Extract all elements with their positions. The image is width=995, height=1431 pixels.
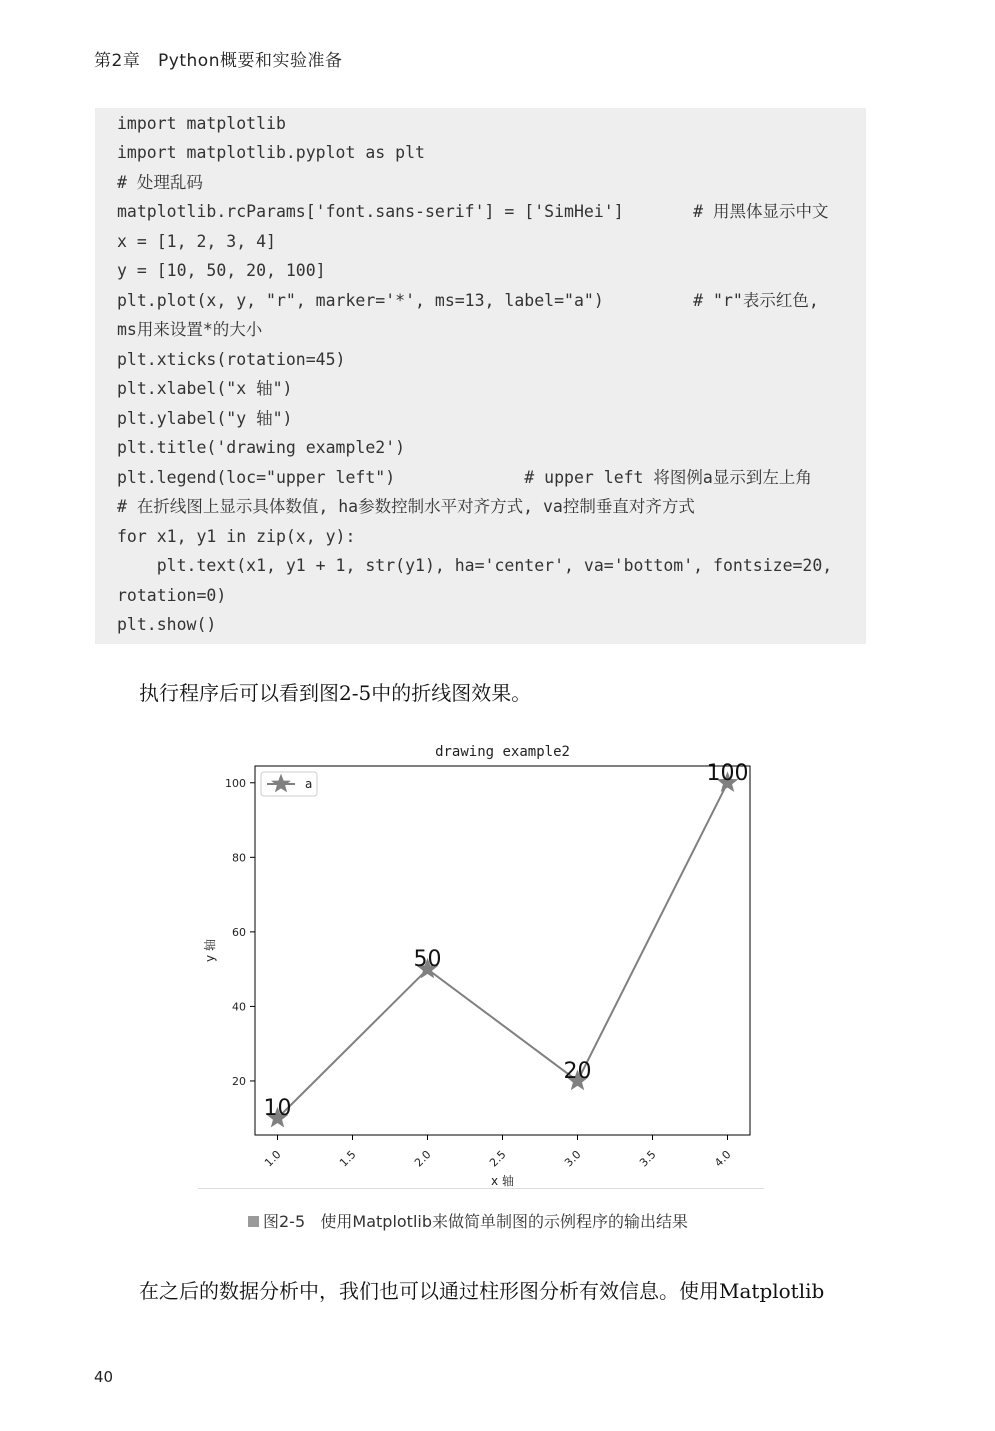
line-chart-figure (198, 736, 764, 1191)
figure-number: 图2-5 (263, 1212, 306, 1231)
chapter-title: Python概要和实验准备 (158, 51, 343, 71)
code-line: # 在折线图上显示具体数值, ha参数控制水平对齐方式, va控制垂直对齐方式 (117, 497, 695, 516)
code-line: plt.legend(loc="upper left") # upper left 将图例a显示到左上角 (117, 468, 812, 487)
code-line: # 处理乱码 (117, 173, 203, 192)
figure-caption (248, 1209, 688, 1232)
x-tick-label: 3.5 (637, 1147, 659, 1170)
code-line: plt.ylabel("y 轴") (117, 409, 293, 428)
plot-area-frame (255, 766, 750, 1135)
chapter-label: 第2章 (94, 51, 141, 71)
y-tick-label: 100 (225, 776, 246, 790)
code-line: for x1, y1 in zip(x, y): (117, 527, 356, 546)
data-label: 10 (263, 1096, 292, 1122)
code-line: x = [1, 2, 3, 4] (117, 232, 276, 251)
x-axis-label: x 轴 (491, 1174, 514, 1188)
caption-divider (198, 1188, 764, 1189)
y-tick-label: 80 (232, 851, 246, 865)
code-line: plt.text(x1, y1 + 1, str(y1), ha='center', va='bottom', fontsize=20, (117, 556, 833, 575)
x-tick-label: 4.0 (712, 1147, 734, 1170)
code-line: plt.show() (117, 615, 217, 634)
x-tick-label: 3.0 (562, 1147, 584, 1170)
code-line: rotation=0) (117, 586, 227, 605)
body-paragraph: 执行程序后可以看到图2-5中的折线图效果。 (139, 681, 532, 705)
line-chart (198, 736, 764, 1191)
y-tick-label: 20 (232, 1074, 246, 1088)
series-line-a (278, 783, 728, 1118)
x-tick-label: 2.0 (412, 1147, 434, 1170)
code-line: ms用来设置*的大小 (117, 320, 263, 339)
page-number: 40 (94, 1368, 114, 1386)
code-line: matplotlib.rcParams['font.sans-serif'] = ['SimHei'] # 用黑体显示中文 (117, 202, 829, 221)
running-header (94, 46, 342, 71)
code-block (95, 108, 866, 644)
code-line: import matplotlib.pyplot as plt (117, 143, 425, 162)
x-tick-label: 1.5 (337, 1147, 359, 1170)
data-label: 50 (413, 947, 442, 973)
body-paragraph: 在之后的数据分析中，我们也可以通过柱形图分析有效信息。使用Matplotlib (139, 1279, 825, 1303)
caption-square-icon (248, 1216, 259, 1227)
data-label: 20 (563, 1058, 592, 1084)
code-line: plt.plot(x, y, "r", marker='*', ms=13, label="a") # "r"表示红色, (117, 291, 819, 310)
y-tick-label: 60 (232, 925, 246, 939)
y-tick-label: 40 (232, 1000, 246, 1014)
code-line: y = [10, 50, 20, 100] (117, 261, 326, 280)
y-axis-label: y 轴 (203, 939, 217, 962)
figure-caption-text: 使用Matplotlib来做简单制图的示例程序的输出结果 (320, 1212, 689, 1231)
x-tick-label: 1.0 (262, 1147, 284, 1170)
code-line: plt.title('drawing example2') (117, 438, 406, 457)
data-label: 100 (706, 760, 749, 786)
legend-label: a (305, 777, 313, 791)
chart-title: drawing example2 (435, 744, 570, 760)
x-tick-label: 2.5 (487, 1147, 509, 1170)
code-line: plt.xticks(rotation=45) (117, 350, 346, 369)
code-line: import matplotlib (117, 114, 286, 133)
code-line: plt.xlabel("x 轴") (117, 379, 293, 398)
